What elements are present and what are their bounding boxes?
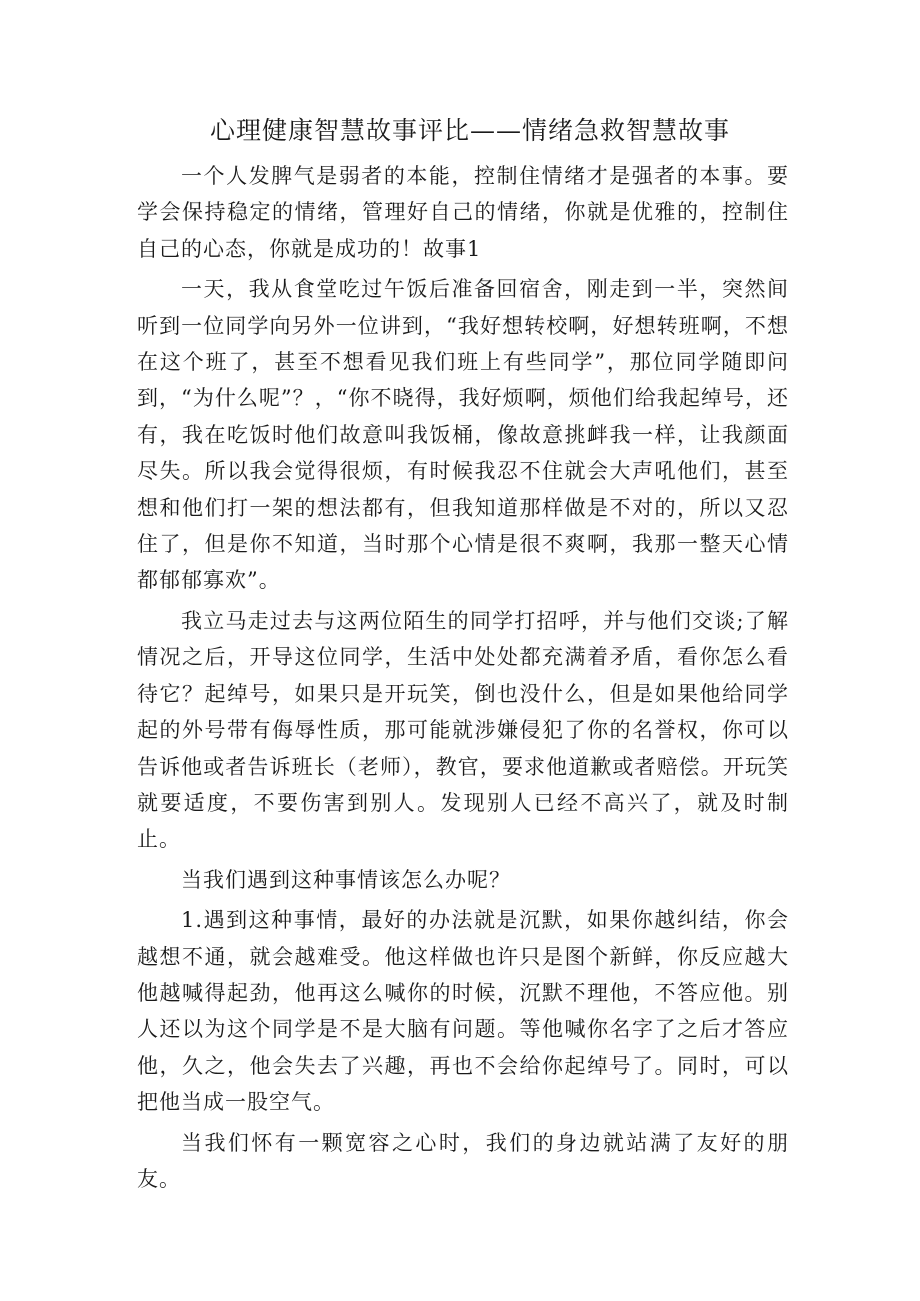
document-page [137,108,789,1197]
paragraph-response: 我立马走过去与这两位陌生的同学打招呼，并与他们交谈;了解情况之后，开导这位同学，生活中处处都充满着矛盾，看你怎么看待它？起绰号，如果只是开玩笑，倒也没什么，但是如果他给同学起的外号带有侮辱性质，那可能就涉嫌侵犯了你的名誉权，你可以告诉他或者告诉班长（老师），教官，要求他道歉或者赔偿。开玩笑就要适度，不要伤害到别人。发现别人已经不高兴了，就及时制止。 [137,608,789,852]
paragraph-question: 当我们遇到这种事情该怎么办呢？ [181,867,511,892]
paragraph-advice-1: 1.遇到这种事情，最好的办法就是沉默，如果你越纠结，你会越想不通，就会越难受。他这样做也许只是图个新鲜，你反应越大他越喊得起劲，他再这么喊你的时候，沉默不理他，不答应他。别人还以为这个同学是不是大脑有问题。等他喊你名字了之后才答应他，久之，他会失去了兴趣，再也不会给你起绰号了。同时，可以把他当成一股空气。 [137,908,789,1115]
paragraph-conclusion: 当我们怀有一颗宽容之心时，我们的身边就站满了友好的朋友。 [137,1130,789,1191]
paragraph-story: 一天，我从食堂吃过午饭后准备回宿舍，刚走到一半，突然间听到一位同学向另外一位讲到，“我好想转校啊，好想转班啊，不想在这个班了，甚至不想看见我们班上有些同学”，那位同学随即问到，“为什么呢”？，“你不晓得，我好烦啊，烦他们给我起绰号，还有，我在吃饭时他们故意叫我饭桶，像故意挑衅我一样，让我颜面尽失。所以我会觉得很烦，有时候我忍不住就会大声吼他们，甚至想和他们打一架的想法都有，但我知道那样做是不对的，所以又忍住了，但是你不知道，当时那个心情是很不爽啊，我那一整天心情都郁郁寡欢”。 [137,277,789,593]
document-title: 心理健康智慧故事评比——情绪急救智慧故事 [209,116,730,145]
paragraph-intro: 一个人发脾气是弱者的本能，控制住情绪才是强者的本事。要学会保持稳定的情绪，管理好自己的情绪，你就是优雅的，控制住自己的心态，你就是成功的！故事1 [137,164,789,261]
